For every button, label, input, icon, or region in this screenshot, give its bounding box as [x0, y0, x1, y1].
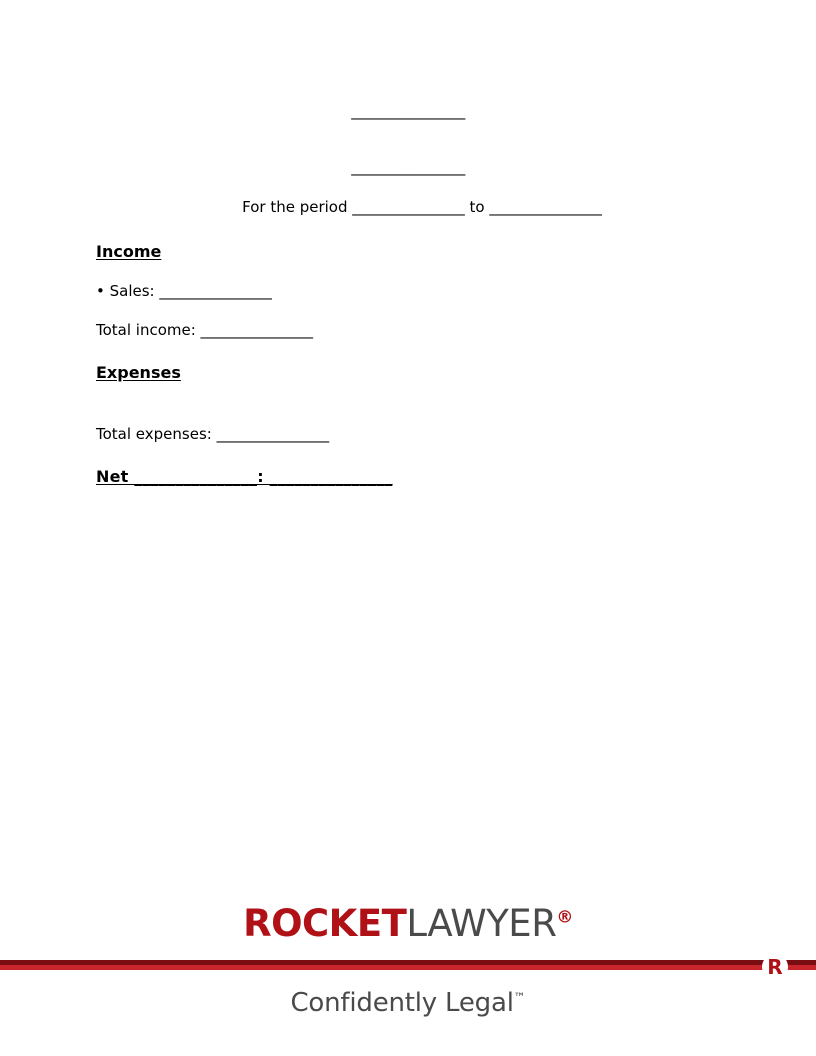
expenses-heading: Expenses [96, 363, 181, 382]
footer-rule [0, 960, 816, 972]
net-line-row [96, 443, 720, 486]
page-footer [0, 896, 816, 1056]
net-line: Net _______________: _______________ [96, 467, 393, 486]
total-income-line: Total income: _______________ [96, 321, 314, 339]
rocket-lawyer-logo [0, 902, 816, 945]
period-line: For the period _______________ to _______________ [242, 198, 602, 216]
badge-letter: R [764, 954, 786, 980]
document-body [96, 96, 720, 486]
trademark-icon: ™ [513, 990, 526, 1005]
title-blank-line-2: ________________ [351, 158, 465, 176]
title-blank-line-1: ________________ [351, 102, 465, 120]
footer-rule-light [0, 965, 816, 970]
income-heading: Income [96, 242, 162, 261]
expenses-blank-row [96, 382, 720, 404]
total-expenses-line: Total expenses: _______________ [96, 425, 330, 443]
expenses-heading-row [96, 363, 720, 382]
income-heading-row [96, 216, 720, 261]
tagline-text: Confidently Legal [290, 988, 514, 1018]
rocket-lawyer-badge-icon [762, 954, 788, 980]
brand-primary-text: ROCKET [243, 902, 407, 945]
sales-line: • Sales: _______________ [96, 282, 272, 300]
registered-trademark-icon: ® [556, 907, 573, 928]
brand-secondary-text: LAWYER [406, 902, 557, 945]
footer-tagline [0, 988, 816, 1018]
